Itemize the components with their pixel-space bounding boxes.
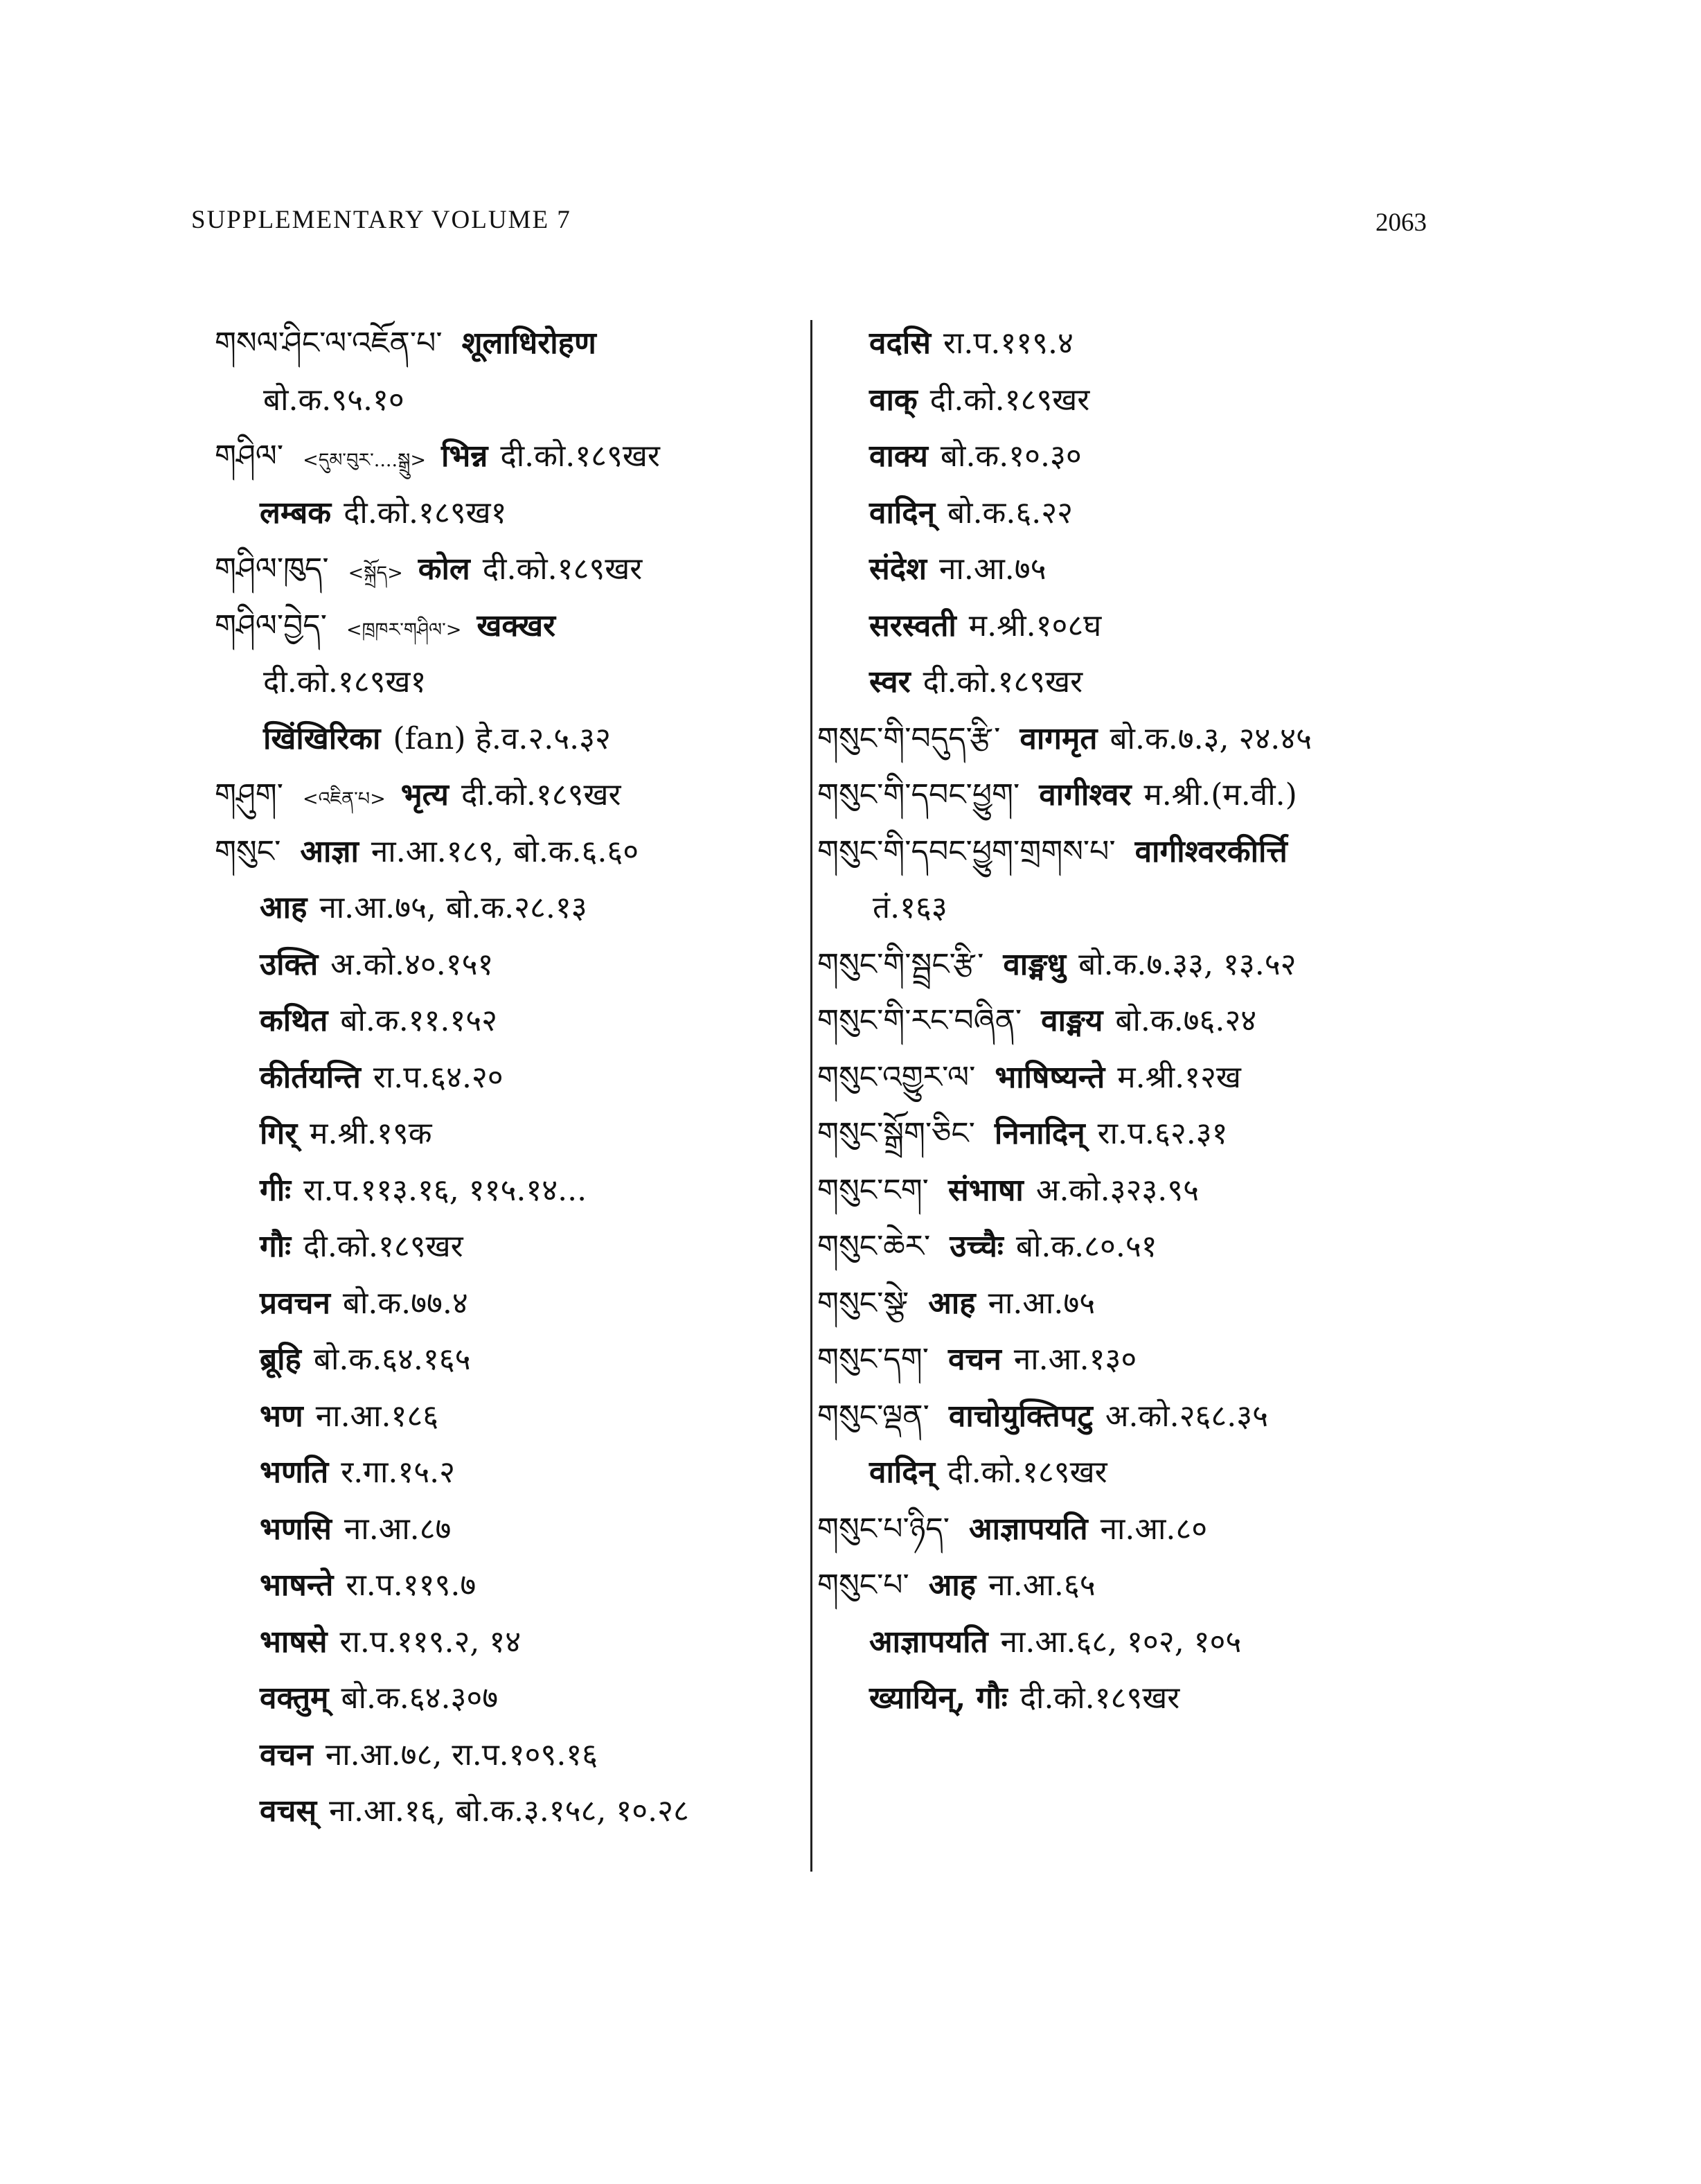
dictionary-entry xyxy=(817,936,1441,993)
source-reference: बो.क.९५.१० xyxy=(263,382,404,418)
left-column xyxy=(215,315,796,1840)
source-reference: ना.आ.६५ xyxy=(988,1568,1096,1603)
sanskrit-equivalent: उक्ति xyxy=(260,946,319,982)
page-number: 2063 xyxy=(1375,208,1427,237)
source-reference: ना.आ.१३० xyxy=(1013,1342,1137,1377)
dictionary-entry xyxy=(215,1162,796,1219)
dictionary-entry xyxy=(215,1106,796,1162)
source-reference: बो.क.६४.३०७ xyxy=(341,1680,499,1716)
dictionary-entry xyxy=(215,1218,796,1275)
tibetan-gloss: <འཇིན་པ> xyxy=(303,788,386,810)
sanskrit-equivalent: कीर्तयन्ति xyxy=(260,1059,361,1095)
source-reference: ना.आ.६८, १०२, १०५ xyxy=(1000,1624,1242,1660)
sanskrit-equivalent: वाङ्मय xyxy=(1041,1003,1103,1038)
source-reference: र.गा.१५.२ xyxy=(341,1455,455,1490)
sanskrit-equivalent: निनादिन् xyxy=(994,1116,1085,1151)
tibetan-headword: གསུང་ངག་ xyxy=(817,1172,929,1208)
tibetan-headword: གསུང་པ་ xyxy=(817,1568,909,1603)
dictionary-entry xyxy=(215,1670,796,1727)
dictionary-entry xyxy=(817,598,1441,655)
sanskrit-equivalent: सरस्वती xyxy=(869,607,956,643)
source-reference: बो.क.६४.१६५ xyxy=(313,1342,471,1377)
sanskrit-equivalent: वचन xyxy=(948,1342,1001,1377)
source-reference: दी.को.१८९खर xyxy=(923,664,1083,700)
dictionary-entry xyxy=(817,1275,1441,1332)
sanskrit-equivalent: भृत्य xyxy=(400,777,449,813)
source-reference: बो.क.१०.३० xyxy=(940,438,1082,474)
dictionary-entry xyxy=(215,485,796,542)
source-reference: तं.१६३ xyxy=(873,890,947,925)
column-divider xyxy=(810,320,812,1872)
dictionary-entry xyxy=(215,1501,796,1558)
sanskrit-equivalent: वागीश्वरकीर्त्ति xyxy=(1134,833,1288,869)
dictionary-entry xyxy=(817,1218,1441,1275)
sanskrit-equivalent: संदेश xyxy=(869,551,927,587)
source-reference: म.श्री.१०८घ xyxy=(968,607,1102,643)
source-reference: बो.क.७६.२४ xyxy=(1115,1003,1257,1038)
tibetan-headword: གསུང་གི་བདུད་རྩི་ xyxy=(817,720,1001,756)
dictionary-entry xyxy=(215,1331,796,1388)
tibetan-headword: གསུང་པ་ཉིད་ xyxy=(817,1511,950,1547)
sanskrit-equivalent: स्वर xyxy=(869,664,911,700)
source-reference: रा.प.११९.२, १४ xyxy=(339,1624,522,1660)
sanskrit-equivalent: आह xyxy=(928,1568,977,1603)
tibetan-headword: གསལ་ཤིང་ལ་འཇོན་པ་ xyxy=(215,326,443,361)
dictionary-entry xyxy=(817,541,1441,598)
source-reference: बो.क.७७.४ xyxy=(342,1285,468,1321)
sanskrit-equivalent: आज्ञापयति xyxy=(869,1624,988,1660)
tibetan-headword: གསུང་གི་སྦྲང་རྩི་ xyxy=(817,946,984,982)
sanskrit-equivalent: वाचोयुक्तिपटु xyxy=(948,1398,1093,1434)
source-reference: रा.प.११९.४ xyxy=(943,326,1074,361)
source-reference: दी.को.१८९खर xyxy=(482,551,643,587)
dictionary-entry xyxy=(817,824,1441,880)
sanskrit-equivalent: आह xyxy=(260,890,308,925)
dictionary-entry xyxy=(215,428,796,485)
source-reference: दी.को.१८९ख१ xyxy=(344,495,507,531)
tibetan-headword: གསུང་ལྡན་ xyxy=(817,1398,929,1434)
dictionary-entry xyxy=(817,1388,1441,1445)
source-reference: दी.को.१८९खर xyxy=(947,1455,1107,1490)
source-reference: ना.आ.७५ xyxy=(988,1285,1096,1321)
sanskrit-equivalent: वदसि xyxy=(869,326,931,361)
source-reference: रा.प.११३.१६, ११५.१४... xyxy=(303,1172,587,1208)
dictionary-entry xyxy=(215,993,796,1049)
tibetan-gloss: <སྐྲོད> xyxy=(348,562,403,584)
source-reference: ना.आ.१८६ xyxy=(315,1398,439,1434)
source-reference: बो.क.११.१५२ xyxy=(340,1003,498,1038)
dictionary-entry xyxy=(215,1275,796,1332)
tibetan-headword: གསུང་སྩེ་ xyxy=(817,1285,909,1321)
sanskrit-equivalent: लम्बक xyxy=(260,495,332,531)
dictionary-entry xyxy=(817,1049,1441,1106)
source-reference: दी.को.१८९खर xyxy=(303,1229,463,1264)
source-reference: ना.आ.८७ xyxy=(344,1511,452,1547)
right-column xyxy=(817,315,1441,1727)
sanskrit-equivalent: आज्ञापयति xyxy=(969,1511,1088,1547)
dictionary-entry xyxy=(817,880,1441,936)
dictionary-entry xyxy=(817,767,1441,824)
tibetan-headword: གསུང་གི་རང་བཞིན་ xyxy=(817,1003,1022,1038)
tibetan-headword: གཤིལ་བྱེད་ xyxy=(215,607,328,643)
tibetan-headword: གསུང་ཆེར་ xyxy=(817,1229,931,1264)
source-reference: दी.को.१८९ख१ xyxy=(263,664,427,700)
dictionary-entry xyxy=(215,880,796,936)
dictionary-entry xyxy=(215,315,796,372)
source-reference: अ.को.४०.१५१ xyxy=(330,946,494,982)
source-reference: ना.आ.७८, रा.प.१०९.१६ xyxy=(325,1737,598,1773)
sanskrit-equivalent: वाङ्मधु xyxy=(1003,946,1067,982)
dictionary-entry xyxy=(817,1557,1441,1614)
dictionary-entry xyxy=(215,1049,796,1106)
source-reference: दी.को.१८९खर xyxy=(929,382,1090,418)
tibetan-headword: གསུང་དག་ xyxy=(817,1342,929,1377)
sanskrit-equivalent: वाक् xyxy=(869,382,918,418)
source-reference: रा.प.६२.३१ xyxy=(1097,1116,1228,1151)
source-reference: ना.आ.८० xyxy=(1100,1511,1208,1547)
sanskrit-equivalent: कथित xyxy=(260,1003,328,1038)
tibetan-headword: གཤིལ་ཁུད་ xyxy=(215,551,329,587)
sanskrit-equivalent: वादिन् xyxy=(869,1455,936,1490)
tibetan-headword: གསུང་སྒྲོག་ཅིང་ xyxy=(817,1116,975,1151)
page-header xyxy=(191,205,1427,247)
dictionary-entry xyxy=(215,1783,796,1840)
sanskrit-equivalent: वादिन् xyxy=(869,495,936,531)
tibetan-headword: གསུང་འགྱུར་ལ་ xyxy=(817,1059,976,1095)
sanskrit-equivalent: वचस् xyxy=(260,1793,317,1829)
dictionary-entry xyxy=(215,372,796,429)
source-reference: म.श्री.(म.वी.) xyxy=(1143,777,1297,813)
tibetan-headword: གཤིལ་ xyxy=(215,438,284,474)
sanskrit-equivalent: वक्तुम् xyxy=(260,1680,329,1716)
source-reference: ना.आ.७५, बो.क.२८.१३ xyxy=(319,890,587,925)
dictionary-entry xyxy=(215,1727,796,1784)
dictionary-entry xyxy=(817,1162,1441,1219)
sanskrit-equivalent: भणसि xyxy=(260,1511,332,1547)
source-reference: ना.आ.७५ xyxy=(939,551,1047,587)
sanskrit-equivalent: खिंखिरिका xyxy=(263,720,381,756)
running-head: SUPPLEMENTARY VOLUME 7 xyxy=(191,206,571,234)
sanskrit-equivalent: भाषसे xyxy=(260,1624,328,1660)
sanskrit-equivalent: गीः xyxy=(260,1172,292,1208)
sanskrit-equivalent: कोल xyxy=(418,551,470,587)
dictionary-entry xyxy=(817,485,1441,542)
source-reference: दी.को.१८९खर xyxy=(461,777,621,813)
tibetan-gloss: <ཁྲཁར་གཤིལ་> xyxy=(346,619,462,641)
source-reference: रा.प.११९.७ xyxy=(346,1568,477,1603)
sanskrit-equivalent: ब्रूहि xyxy=(260,1342,301,1377)
tibetan-gloss: <དུམ་བུར་....སྒྲུ> xyxy=(303,450,426,471)
source-reference: बो.क.७.३३, १३.५२ xyxy=(1078,946,1297,982)
dictionary-entry xyxy=(817,372,1441,429)
dictionary-entry xyxy=(817,1614,1441,1671)
sanskrit-equivalent: वागीश्वर xyxy=(1039,777,1132,813)
dictionary-entry xyxy=(215,824,796,880)
dictionary-entry xyxy=(215,541,796,598)
dictionary-entry xyxy=(215,1444,796,1501)
sanskrit-equivalent: भिन्न xyxy=(440,438,488,474)
sanskrit-equivalent: आज्ञा xyxy=(300,833,359,869)
dictionary-entry xyxy=(817,1501,1441,1558)
tibetan-headword: གཤུག་ xyxy=(215,777,283,813)
source-reference: ना.आ.१६, बो.क.३.१५८, १०.२८ xyxy=(329,1793,689,1829)
source-reference: बो.क.७.३, २४.४५ xyxy=(1110,720,1312,756)
dictionary-entry xyxy=(215,1388,796,1445)
source-reference: दी.को.१८९खर xyxy=(1019,1680,1180,1716)
sanskrit-equivalent: आह xyxy=(928,1285,976,1321)
sanskrit-equivalent: भण xyxy=(260,1398,303,1434)
dictionary-entry xyxy=(215,1557,796,1614)
dictionary-entry xyxy=(817,654,1441,711)
source-reference: दी.को.१८९खर xyxy=(500,438,660,474)
source-reference: अ.को.२६८.३५ xyxy=(1105,1398,1269,1434)
sanskrit-equivalent: भाषिष्यन्ते xyxy=(995,1059,1105,1095)
source-reference: (fan) हे.व.२.५.३२ xyxy=(393,720,611,756)
source-reference: बो.क.८०.५१ xyxy=(1015,1229,1157,1264)
source-reference: अ.को.३२३.९५ xyxy=(1035,1172,1199,1208)
sanskrit-equivalent: वचन xyxy=(260,1737,313,1773)
dictionary-entry xyxy=(215,767,796,824)
sanskrit-equivalent: गौः xyxy=(260,1229,292,1264)
source-reference: म.श्री.१२ख xyxy=(1117,1059,1241,1095)
dictionary-entry xyxy=(215,598,796,655)
source-reference: म.श्री.१९क xyxy=(310,1116,432,1151)
source-reference: रा.प.६४.२० xyxy=(373,1059,504,1095)
dictionary-entry xyxy=(215,1614,796,1671)
dictionary-entry xyxy=(215,654,796,711)
sanskrit-equivalent: संभाषा xyxy=(947,1172,1024,1208)
sanskrit-equivalent: भाषन्ते xyxy=(260,1568,334,1603)
sanskrit-equivalent: खक्खर xyxy=(477,607,556,643)
sanskrit-equivalent: उच्चैः xyxy=(950,1229,1004,1264)
tibetan-headword: གསུང་ xyxy=(215,833,281,869)
sanskrit-equivalent: गिर् xyxy=(260,1116,298,1151)
sanskrit-equivalent: वागमृत xyxy=(1019,720,1098,756)
dictionary-entry xyxy=(817,1106,1441,1162)
tibetan-headword: གསུང་གི་དབང་ཕྱུག་ xyxy=(817,777,1020,813)
source-reference: ना.आ.१८९, बो.क.६.६० xyxy=(371,833,639,869)
sanskrit-equivalent: वाक्य xyxy=(869,438,928,474)
dictionary-entry xyxy=(817,993,1441,1049)
dictionary-entry xyxy=(817,1670,1441,1727)
dictionary-entry xyxy=(215,936,796,993)
sanskrit-equivalent: भणति xyxy=(260,1455,329,1490)
tibetan-headword: གསུང་གི་དབང་ཕྱུག་གྲགས་པ་ xyxy=(817,833,1116,869)
source-reference: बो.क.६.२२ xyxy=(947,495,1073,531)
sanskrit-equivalent: ख्यायिन्, गौः xyxy=(869,1680,1008,1716)
dictionary-entry xyxy=(817,1444,1441,1501)
dictionary-entry xyxy=(817,711,1441,767)
dictionary-entry xyxy=(817,315,1441,372)
sanskrit-equivalent: शूलाधिरोहण xyxy=(461,326,596,361)
dictionary-entry xyxy=(817,1331,1441,1388)
sanskrit-equivalent: प्रवचन xyxy=(260,1285,330,1321)
dictionary-entry xyxy=(215,711,796,767)
dictionary-entry xyxy=(817,428,1441,485)
